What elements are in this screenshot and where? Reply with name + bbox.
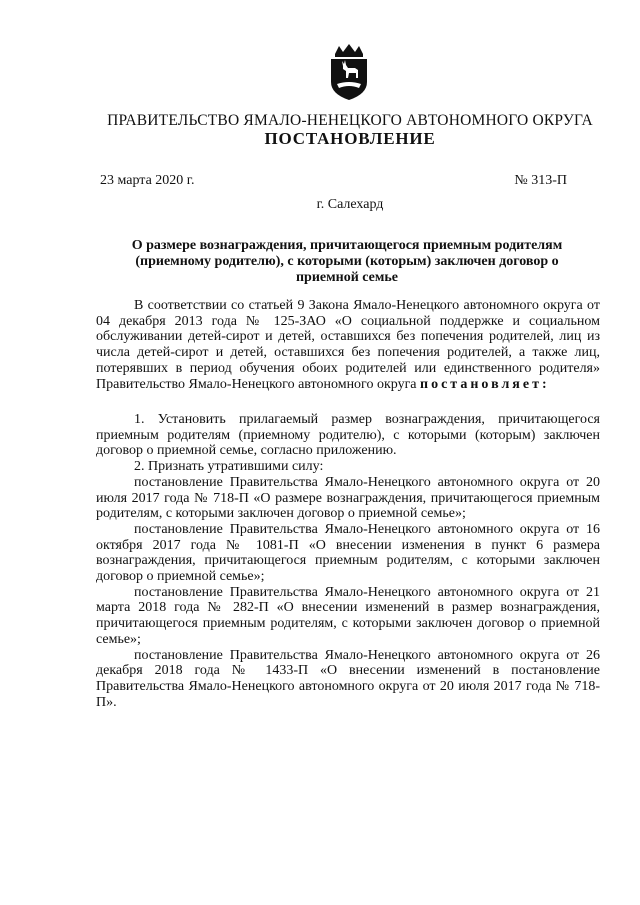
- repealed-act-1081: постановление Правительства Ямало-Ненецкого автономного округа от 16 октября 2017 года № 1081-П «О внесении изменения в пункт 6 размера вознаграждения, причитающегося приемным родителям, с которыми заключен договор о приемной семье»;: [96, 521, 600, 585]
- preamble-paragraph: [96, 298, 600, 392]
- document-subject: О размере вознаграждения, причитающегося приемным родителям (приемному родителю), с которыми (которым) заключен договор о приемной семье: [131, 238, 563, 285]
- document-city: г. Салехард: [316, 197, 384, 212]
- resolves-keyword: постановляет:: [420, 376, 550, 392]
- resolution-items: [96, 412, 600, 710]
- government-name: ПРАВИТЕЛЬСТВО ЯМАЛО-НЕНЕЦКОГО АВТОНОМНОГО ОКРУГА: [107, 112, 593, 129]
- document-number: № 313-П: [514, 173, 567, 188]
- item-repeal-heading: 2. Признать утратившими силу:: [134, 459, 324, 475]
- coat-of-arms-emblem: [325, 42, 373, 102]
- document-date: 23 марта 2020 г.: [100, 173, 195, 188]
- repealed-act-718: постановление Правительства Ямало-Ненецкого автономного округа от 20 июля 2017 года № 718-П «О размере вознаграждения, причитающегося приемным родителям, с которыми заключен договор о приемной семье»;: [96, 474, 600, 522]
- repealed-act-1433: постановление Правительства Ямало-Ненецкого автономного округа от 26 декабря 2018 года № 1433-П «О внесении изменений в постановление Правительства Ямало-Ненецкого автономного округа от 20 июля 2017 года № 718-П».: [96, 647, 600, 710]
- preamble-text: В соответствии со статьей 9 Закона Ямало-Ненецкого автономного округа от 04 декабря 2013 года № 125-ЗАО «О социальной поддержке и социальном обслуживании детей-сирот и детей, оставшихся без попечения родителей, лиц из числа детей-сирот и детей, оставшихся без попечения родителей, а также лиц, потерявших в период обучения обоих родителей или единственного родителя» Правительство Ямало-Ненецкого автономного округа: [96, 298, 600, 392]
- document-type-title: ПОСТАНОВЛЕНИЕ: [264, 129, 436, 148]
- repealed-act-282: постановление Правительства Ямало-Ненецкого автономного округа от 21 марта 2018 года № 282-П «О внесении изменений в размер вознаграждения, причитающегося приемным родителям, с которыми заключен договор о приемной семье»;: [96, 584, 600, 647]
- item-establish-amount: 1. Установить прилагаемый размер вознаграждения, причитающегося приемным родителям (приемному родителю), с которыми (которым) заключен договор о приемной семье, согласно приложению.: [96, 412, 600, 459]
- preamble: [96, 298, 600, 392]
